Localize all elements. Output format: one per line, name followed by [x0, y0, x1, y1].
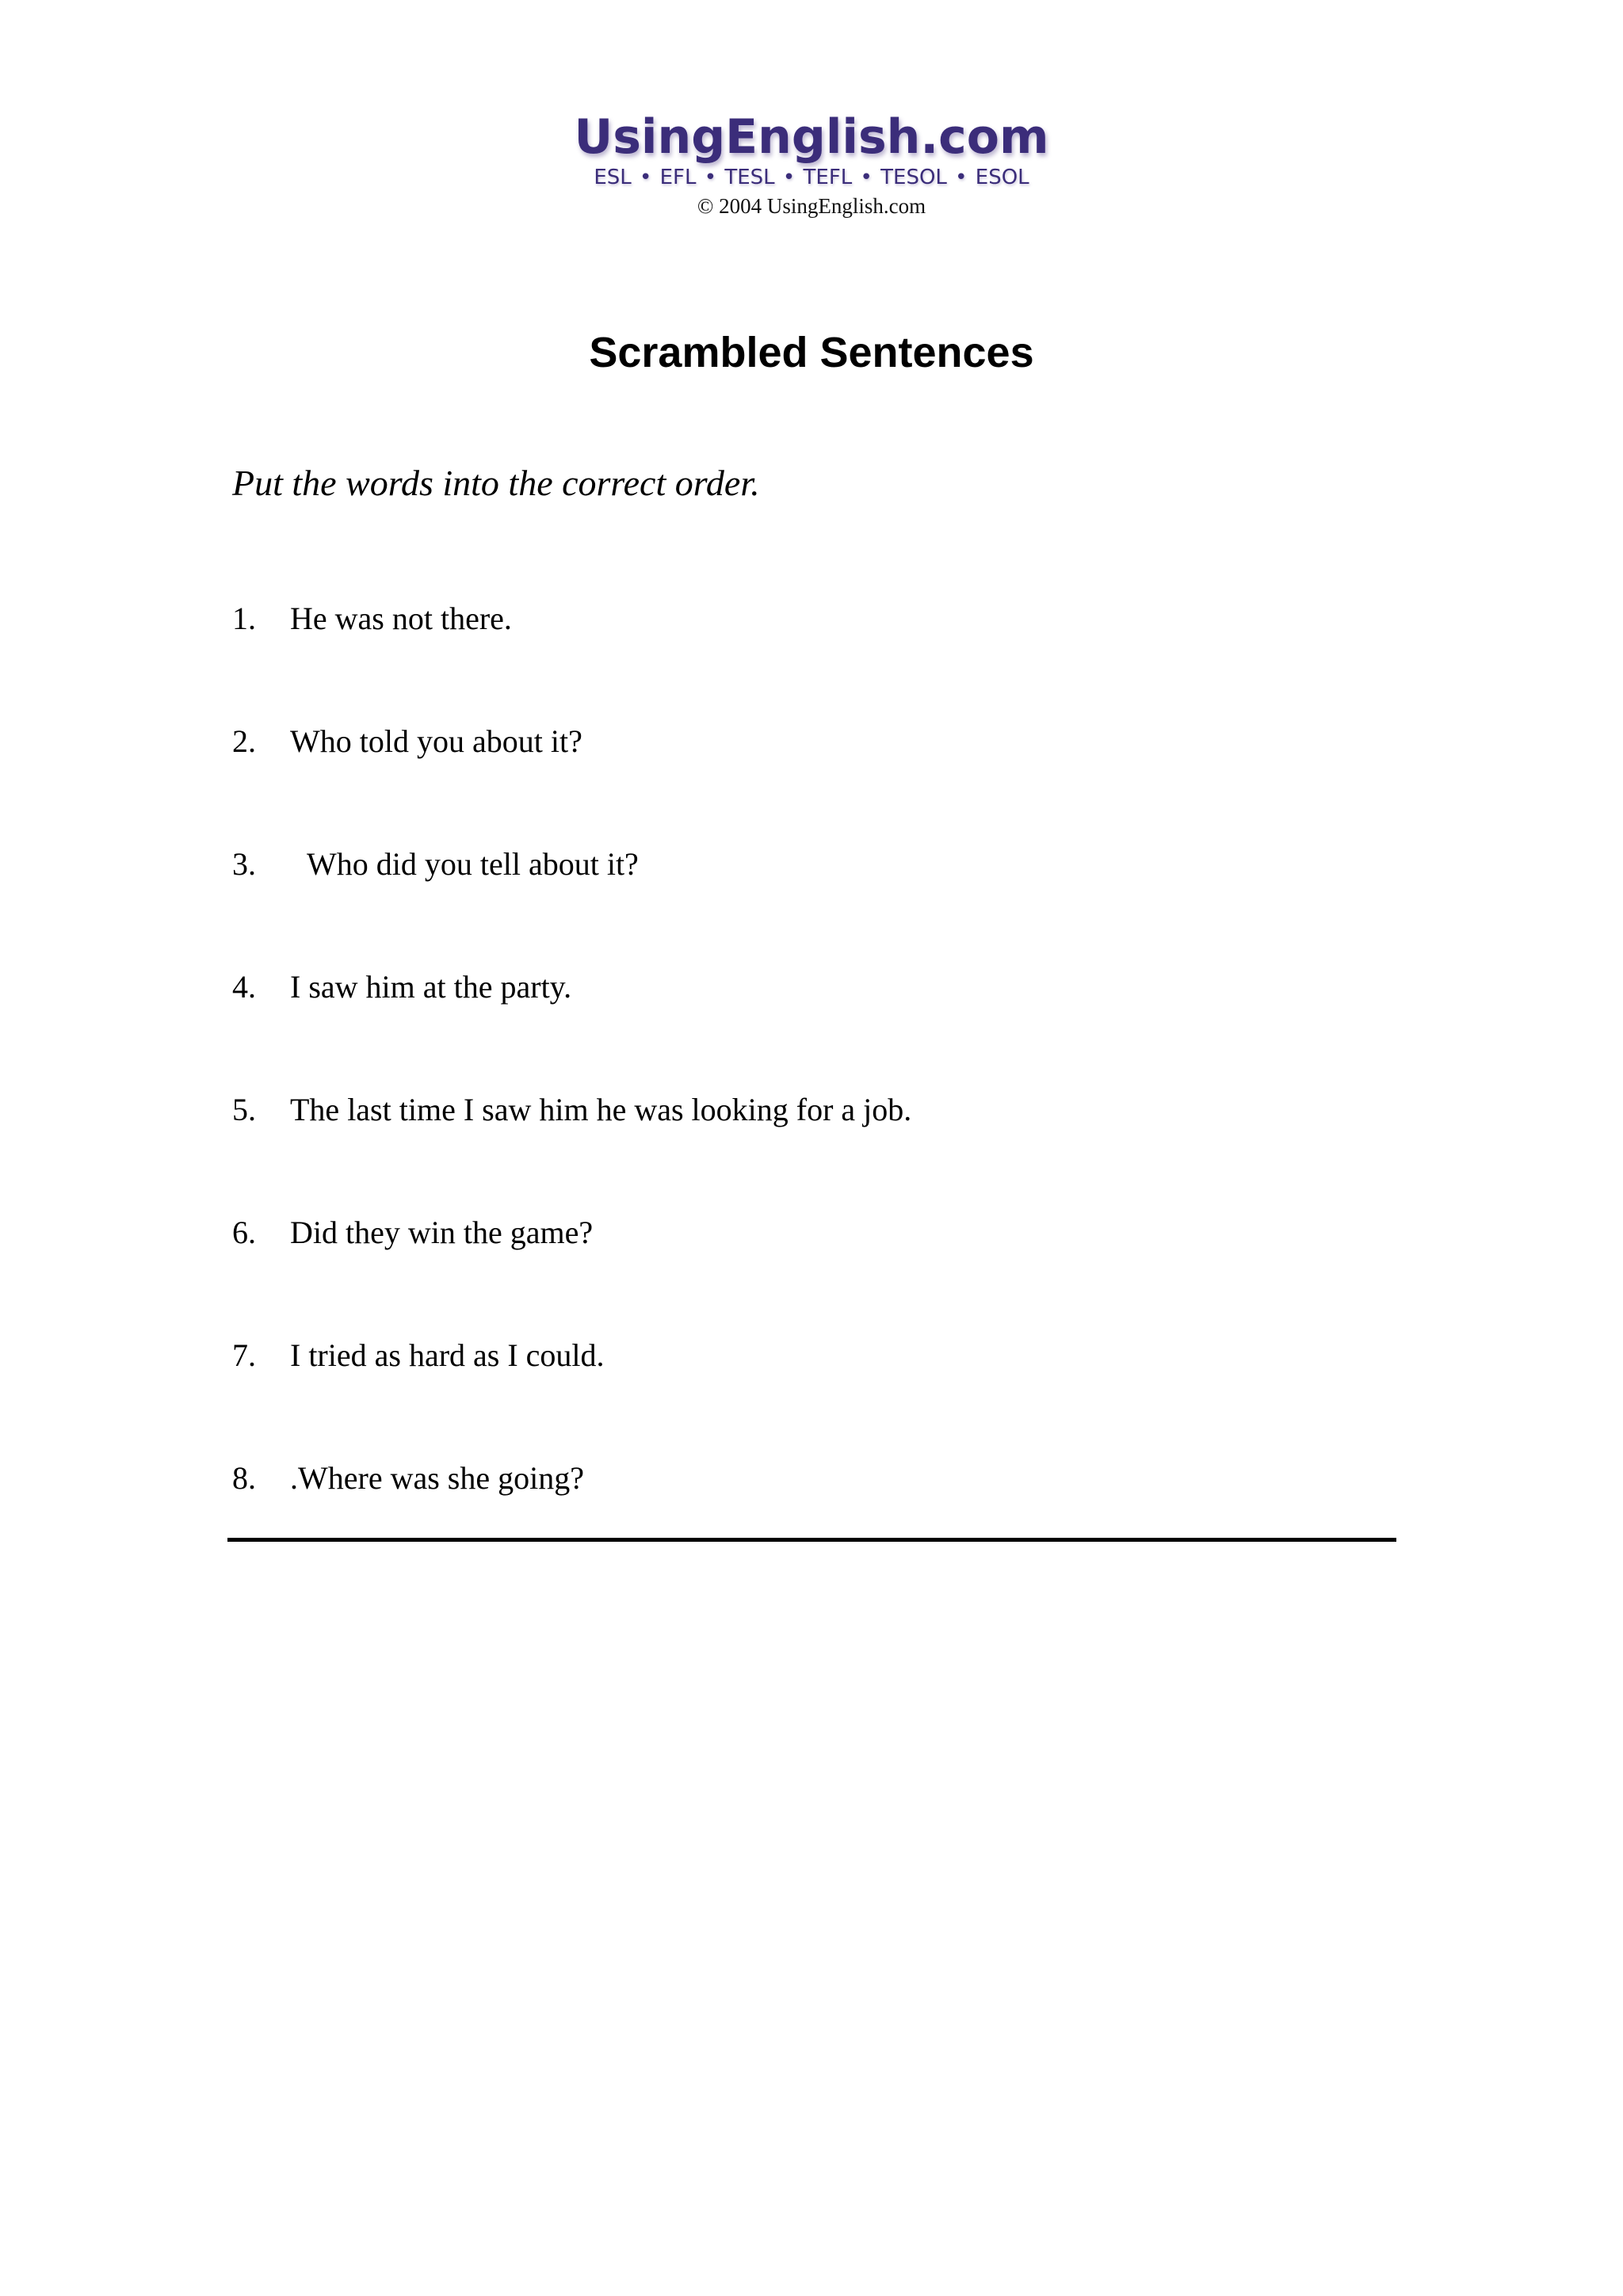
item-text: Did they win the game? [290, 1215, 594, 1250]
page-title: Scrambled Sentences [589, 329, 1034, 376]
item-text: Who did you tell about it? [307, 846, 639, 882]
site-logo [0, 109, 1623, 190]
item-text: I saw him at the party. [290, 969, 572, 1005]
item-text: I tried as hard as I could. [290, 1337, 605, 1373]
instructions-text: Put the words into the correct order. [232, 463, 760, 503]
logo-tagline: ESL • EFL • TESL • TEFL • TESOL • ESOL [594, 166, 1029, 189]
item-number: 5. [232, 1092, 256, 1127]
item-text: He was not there. [290, 601, 512, 636]
item-text: The last time I saw him he was looking for a job. [290, 1092, 912, 1127]
item-number: 7. [232, 1337, 256, 1373]
item-number: 1. [232, 601, 256, 636]
logo-wordmark: UsingEnglish.com [574, 109, 1049, 165]
item-number: 2. [232, 723, 256, 759]
item-number: 4. [232, 969, 256, 1005]
item-text: Who told you about it? [290, 723, 582, 759]
divider-line [227, 1538, 1396, 1542]
item-number: 3. [232, 846, 256, 882]
item-number: 8. [232, 1460, 256, 1496]
item-text: .Where was she going? [290, 1460, 584, 1496]
item-number: 6. [232, 1215, 256, 1250]
copyright-notice: © 2004 UsingEnglish.com [697, 194, 926, 218]
